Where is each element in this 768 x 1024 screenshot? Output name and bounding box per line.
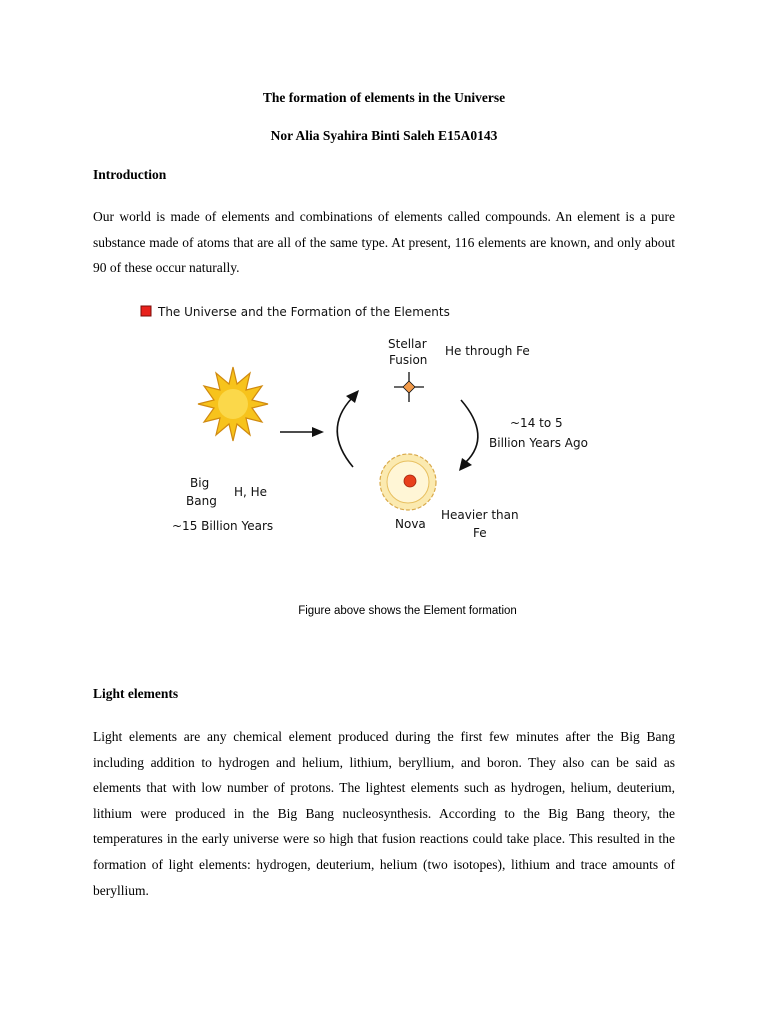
arrow-head-right — [312, 427, 324, 437]
nova-label: Nova — [395, 517, 426, 531]
stellar-label-line2: Fusion — [389, 353, 428, 367]
he-through-fe-label: He through Fe — [445, 344, 530, 358]
nova-icon — [380, 454, 436, 510]
introduction-paragraph: Our world is made of elements and combinations of elements called compounds. An element is a pure substance made of atoms that are all of the same type. At present, 116 elements are known, and only about 90 of these occur naturally. — [93, 209, 675, 276]
introduction-heading: Introduction — [93, 167, 167, 182]
sun-icon — [198, 367, 268, 441]
stellar-fusion-star-icon — [394, 372, 424, 402]
right-arc-arrowhead — [459, 458, 472, 471]
left-arc-arrowhead — [346, 390, 359, 403]
right-cycle-arc — [461, 400, 478, 462]
age-label-line2: Billion Years Ago — [489, 436, 588, 450]
legend-red-box — [141, 306, 151, 316]
light-elements-heading: Light elements — [93, 686, 179, 701]
author-line: Nor Alia Syahira Binti Saleh E15A0143 — [270, 128, 498, 143]
figure-legend-title: The Universe and the Formation of the Elements — [158, 305, 450, 319]
heavier-than-label-line2: Fe — [473, 526, 487, 540]
document-title: The formation of elements in the Universe — [262, 90, 506, 105]
h-he-label: H, He — [234, 485, 268, 499]
big-bang-label-line2: Bang — [186, 494, 217, 508]
left-cycle-arc — [337, 398, 353, 467]
figure-caption: Figure above shows the Element formation — [298, 605, 517, 617]
age-label-line1: ~14 to 5 — [510, 416, 563, 430]
light-elements-paragraph: Light elements are any chemical element produced during the first few minutes after the Big Bang including addition to hydrogen and helium, lithium, beryllium, and boron. They also can be said as elements that with low number of protons. The lightest elements such as hydrogen, helium, deuterium, lithium were produced in the Big Bang nucleosynthesis. According to the Big Bang theory, the temperatures in the early universe were so high that fusion reactions could take place. This resulted in the formation of light elements: hydrogen, deuterium, helium (two isotopes), lithium and trace amounts of beryllium. — [93, 729, 675, 898]
heavier-than-label-line1: Heavier than — [441, 508, 519, 522]
stellar-label-line1: Stellar — [388, 337, 427, 351]
big-bang-label-line1: Big — [190, 476, 210, 490]
fifteen-billion-years-label: ~15 Billion Years — [172, 519, 274, 533]
